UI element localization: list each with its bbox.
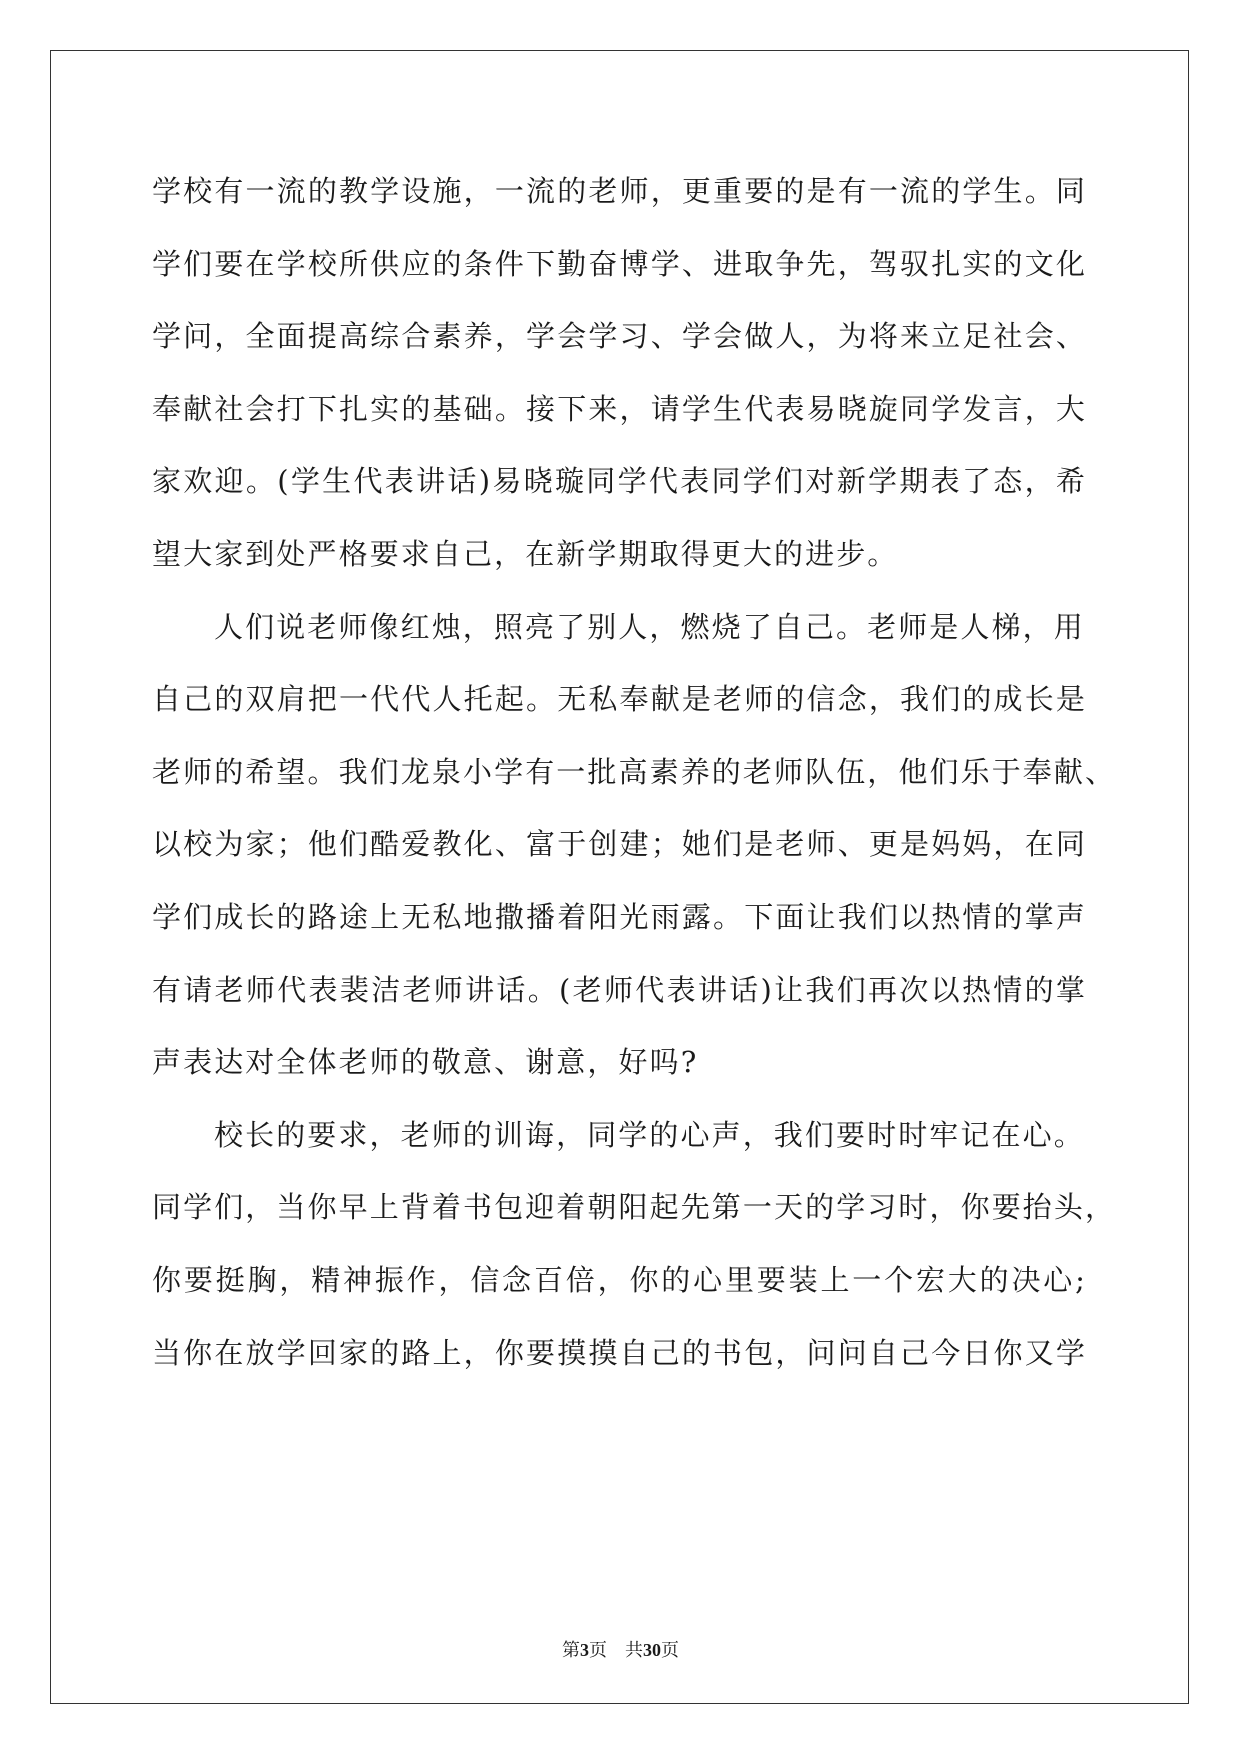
text-line: 校长的要求，老师的训诲，同学的心声，我们要时时牢记在心。 xyxy=(214,1117,1085,1152)
text-line: 以校为家；他们酷爱教化、富于创建；她们是老师、更是妈妈，在同 xyxy=(152,827,1087,862)
text-line: 有请老师代表裴洁老师讲话。(老师代表讲话)让我们再次以热情的掌 xyxy=(152,972,1087,1007)
text-line: 望大家到处严格要求自己，在新学期取得更大的进步。 xyxy=(152,536,899,571)
text-line: 学们要在学校所供应的条件下勤奋博学、进取争先，驾驭扎实的文化 xyxy=(152,246,1087,281)
page-footer xyxy=(0,1636,1241,1662)
text-line: 你要挺胸，精神振作，信念百倍，你的心里要装上一个宏大的决心; xyxy=(152,1262,1087,1297)
text-line: 学问，全面提高综合素养，学会学习、学会做人，为将来立足社会、 xyxy=(152,319,1087,354)
text-line: 声表达对全体老师的敬意、谢意，好吗? xyxy=(152,1045,699,1080)
text-line: 家欢迎。(学生代表讲话)易晓璇同学代表同学们对新学期表了态，希 xyxy=(152,464,1087,499)
text-line: 老师的希望。我们龙泉小学有一批高素养的老师队伍，他们乐于奉献、 xyxy=(152,754,1117,789)
page-number: 3 xyxy=(580,1640,589,1660)
text-line: 当你在放学回家的路上，你要摸摸自己的书包，问问自己今日你又学 xyxy=(152,1335,1087,1370)
text-line: 同学们，当你早上背着书包迎着朝阳起先第一天的学习时，你要抬头， xyxy=(152,1190,1117,1225)
text-line: 自己的双肩把一代代人托起。无私奉献是老师的信念，我们的成长是 xyxy=(152,682,1087,717)
page-suffix: 页 xyxy=(589,1640,607,1661)
total-prefix: 共 xyxy=(625,1640,643,1661)
total-pages: 30 xyxy=(643,1640,661,1660)
text-line: 学们成长的路途上无私地撒播着阳光雨露。下面让我们以热情的掌声 xyxy=(152,899,1087,934)
page-prefix: 第 xyxy=(562,1640,580,1661)
text-line: 学校有一流的教学设施，一流的老师，更重要的是有一流的学生。同 xyxy=(152,174,1087,208)
text-line: 奉献社会打下扎实的基础。接下来，请学生代表易晓旋同学发言，大 xyxy=(152,391,1087,426)
text-line: 人们说老师像红烛，照亮了别人，燃烧了自己。老师是人梯，用 xyxy=(214,609,1085,644)
total-suffix: 页 xyxy=(661,1640,679,1661)
document-body xyxy=(152,155,1117,1389)
